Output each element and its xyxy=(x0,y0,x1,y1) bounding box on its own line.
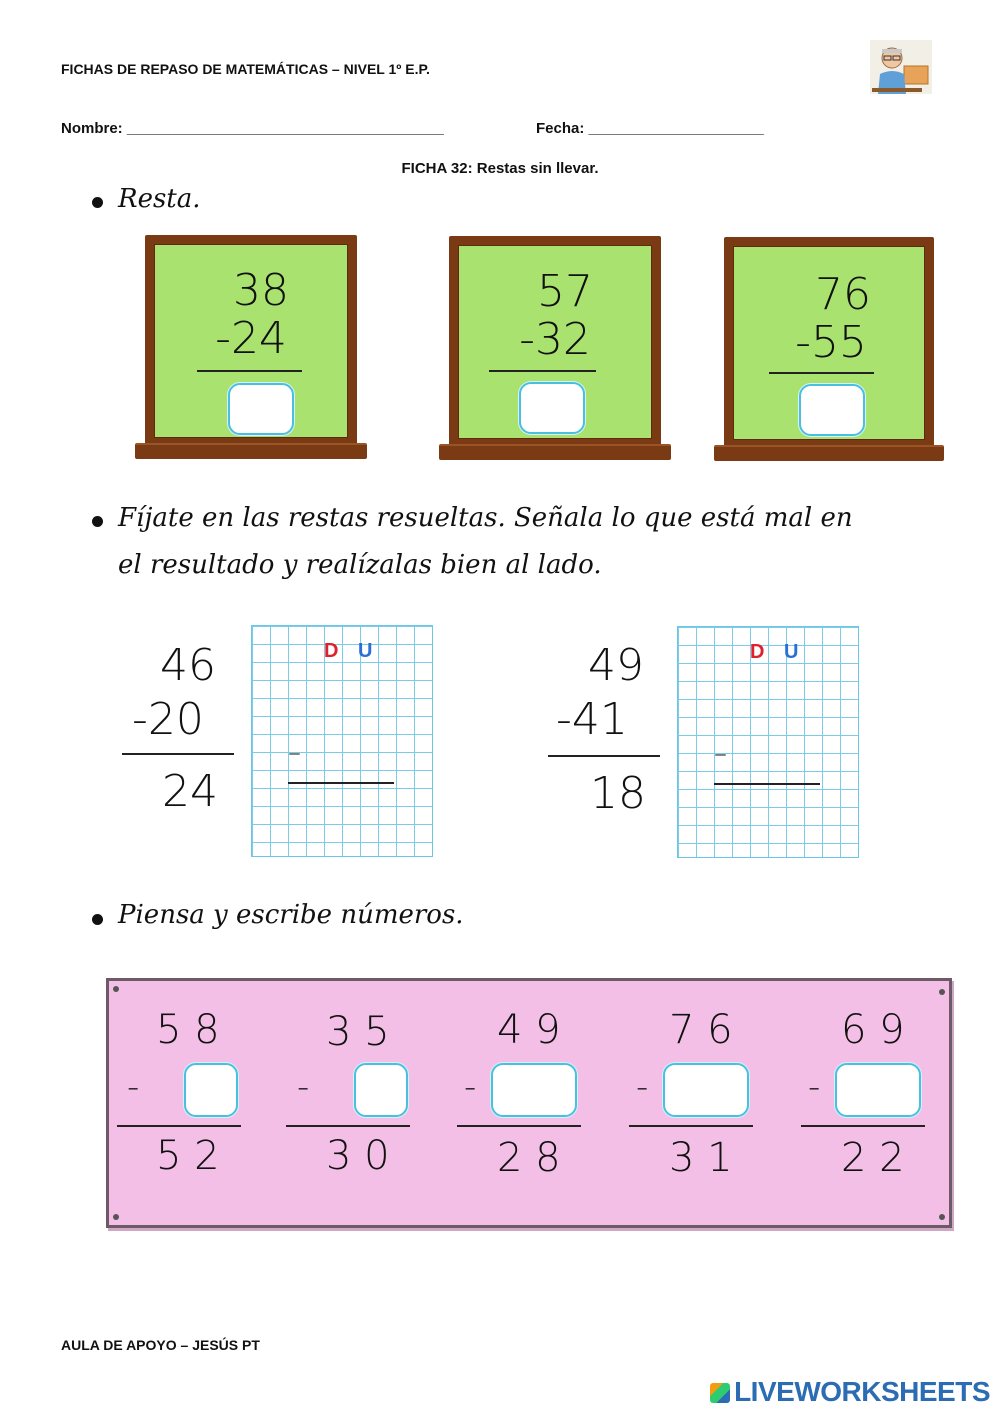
wrong-subtrahend: -20 xyxy=(132,694,204,745)
minus-sign: – xyxy=(288,738,301,768)
minus-sign: - xyxy=(636,1067,649,1107)
minus-sign: – xyxy=(714,739,727,769)
liveworksheets-icon xyxy=(710,1383,730,1403)
subtrahend: -55 xyxy=(795,317,867,368)
tens-label: D xyxy=(324,640,339,662)
minus-sign: - xyxy=(297,1067,310,1107)
units-label: U xyxy=(784,641,799,663)
correction-grid-1[interactable] xyxy=(251,625,433,857)
difference: 5 2 xyxy=(156,1133,220,1179)
wrong-result[interactable]: 18 xyxy=(590,768,646,819)
missing-input-2[interactable] xyxy=(354,1063,408,1117)
section2-instruction-line1: Fíjate en las restas resueltas. Señala lo que está mal en xyxy=(118,503,853,533)
bullet-icon xyxy=(92,197,103,208)
minus-sign: - xyxy=(808,1067,821,1107)
subtrahend: -32 xyxy=(519,314,591,365)
wrong-result[interactable]: 24 xyxy=(162,766,218,817)
missing-input-5[interactable] xyxy=(835,1063,921,1117)
wrong-minuend: 49 xyxy=(588,640,644,691)
missing-top: 7 6 xyxy=(669,1007,733,1053)
answer-input-2[interactable] xyxy=(519,382,585,434)
missing-input-4[interactable] xyxy=(663,1063,749,1117)
worksheet-series-title: FICHAS DE REPASO DE MATEMÁTICAS – NIVEL 1º E.P. xyxy=(61,61,430,77)
missing-top: 4 9 xyxy=(497,1007,561,1053)
blackboard-2 xyxy=(449,236,661,460)
difference: 3 0 xyxy=(326,1133,390,1179)
tens-label: D xyxy=(750,641,765,663)
correction-grid-2[interactable] xyxy=(677,626,859,858)
wrong-subtrahend: -41 xyxy=(556,694,628,745)
minuend: 38 xyxy=(233,265,289,316)
date-field[interactable]: Fecha: _____________________ xyxy=(536,120,764,137)
minus-sign: - xyxy=(464,1067,477,1107)
difference: 3 1 xyxy=(669,1135,733,1181)
missing-top: 5 8 xyxy=(156,1007,220,1053)
missing-top: 3 5 xyxy=(326,1009,390,1055)
bullet-icon xyxy=(92,516,103,527)
bullet-icon xyxy=(92,914,103,925)
difference: 2 8 xyxy=(497,1135,561,1181)
wrong-minuend: 46 xyxy=(160,640,216,691)
minus-sign: - xyxy=(127,1067,140,1107)
section2-instruction-line2: el resultado y realízalas bien al lado. xyxy=(118,550,602,580)
answer-input-1[interactable] xyxy=(228,383,294,435)
blackboard-3 xyxy=(724,237,934,461)
answer-input-3[interactable] xyxy=(799,384,865,436)
missing-input-3[interactable] xyxy=(491,1063,577,1117)
minuend: 57 xyxy=(537,266,593,317)
brand-name: LIVEWORKSHEETS xyxy=(734,1376,990,1407)
name-field[interactable]: Nombre: ______________________________________ xyxy=(61,120,444,137)
section1-instruction: Resta. xyxy=(118,184,201,214)
liveworksheets-logo[interactable] xyxy=(710,1376,990,1408)
pink-banner xyxy=(106,978,952,1228)
subtrahend: -24 xyxy=(215,313,287,364)
minuend: 76 xyxy=(815,269,871,320)
blackboard-1 xyxy=(145,235,357,459)
units-label: U xyxy=(358,640,373,662)
difference: 2 2 xyxy=(841,1135,905,1181)
missing-top: 6 9 xyxy=(841,1007,905,1053)
teacher-avatar-icon xyxy=(870,40,932,94)
worksheet-title: FICHA 32: Restas sin llevar. xyxy=(401,160,599,177)
footer-author: AULA DE APOYO – JESÚS PT xyxy=(61,1337,260,1353)
section3-instruction: Piensa y escribe números. xyxy=(118,900,464,930)
missing-input-1[interactable] xyxy=(184,1063,238,1117)
